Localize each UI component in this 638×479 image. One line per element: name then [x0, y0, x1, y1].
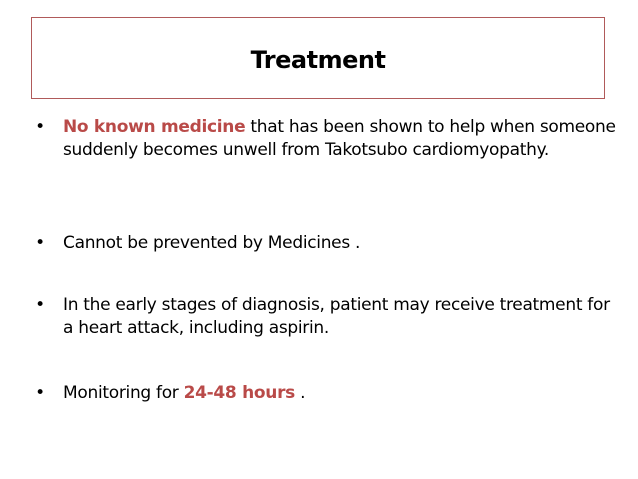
bullet-text: Cannot be prevented by Medicines .	[63, 233, 361, 253]
bullet-dot-icon: •	[35, 383, 45, 403]
bullet-text: Monitoring for	[63, 383, 184, 403]
bullet-item	[35, 116, 623, 162]
bullet-item	[35, 232, 623, 255]
bullet-text: In the early stages of diagnosis, patient may receive treatment for a heart attack, including aspirin.	[63, 295, 610, 338]
highlight-text: No known medicine	[63, 117, 246, 137]
bullet-dot-icon: •	[35, 117, 45, 137]
bullet-dot-icon: •	[35, 233, 45, 253]
title-box	[31, 17, 605, 99]
bullet-item	[35, 382, 623, 405]
bullet-text: .	[294, 383, 306, 403]
bullet-text: that has been shown to help when someone suddenly becomes unwell from Takotsubo cardiomyopathy.	[63, 117, 616, 160]
bullet-dot-icon: •	[35, 295, 45, 315]
highlight-text: 24-48 hours	[183, 383, 295, 403]
slide-title: Treatment	[250, 46, 386, 74]
bullet-item	[35, 294, 623, 340]
